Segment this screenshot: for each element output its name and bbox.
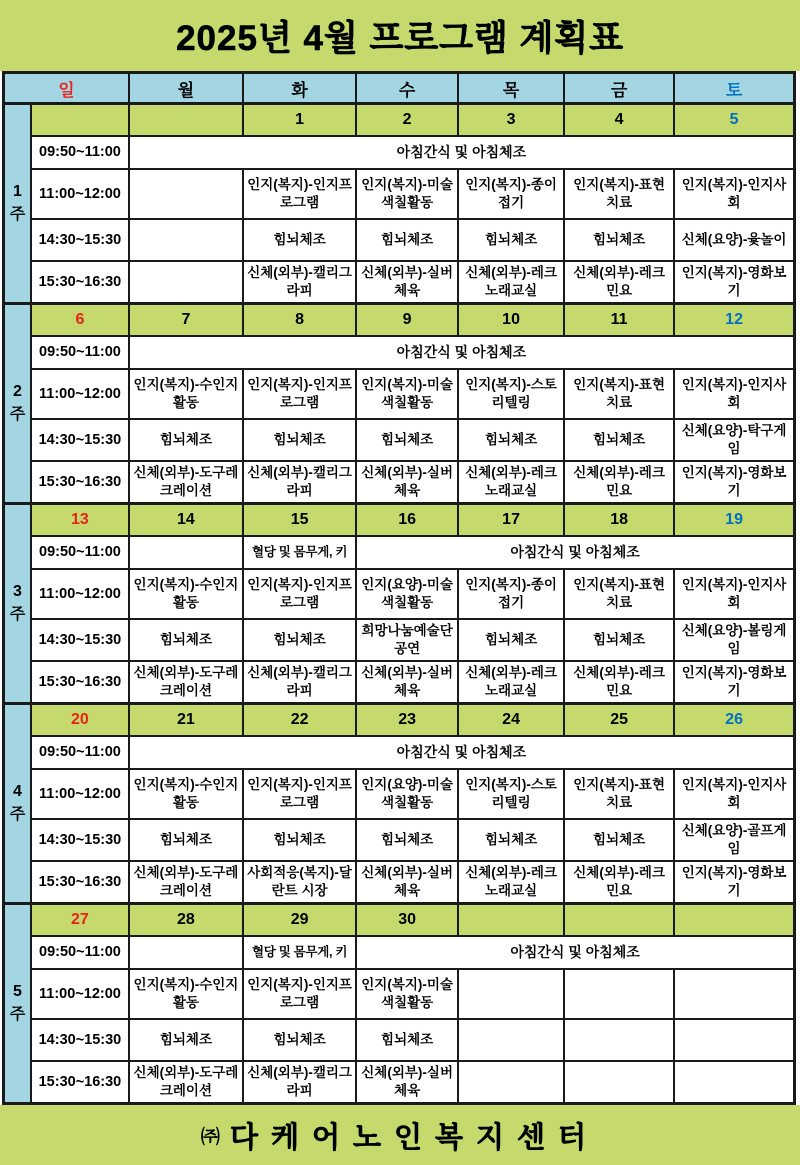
date-cell: 28 <box>129 904 243 936</box>
program-cell <box>129 219 243 261</box>
day-header-wednesday: 수 <box>356 73 458 104</box>
date-cell: 7 <box>129 304 243 336</box>
week-label: 3주 <box>4 504 32 704</box>
program-cell: 인지(복지)-표현치료 <box>564 369 674 419</box>
program-row <box>4 769 795 819</box>
day-header-monday: 월 <box>129 73 243 104</box>
time-cell: 14:30~15:30 <box>31 619 129 661</box>
program-cell <box>458 969 564 1019</box>
date-cell: 14 <box>129 504 243 536</box>
program-cell <box>564 1061 674 1104</box>
day-header-sunday: 일 <box>4 73 129 104</box>
program-cell: 힘뇌체조 <box>458 219 564 261</box>
time-cell: 09:50~11:00 <box>31 136 129 169</box>
program-cell: 인지(복지)-인지사회 <box>674 169 794 219</box>
program-row <box>4 1019 795 1061</box>
time-cell: 11:00~12:00 <box>31 969 129 1019</box>
program-cell <box>674 969 794 1019</box>
date-cell: 1 <box>243 104 356 136</box>
date-cell: 27 <box>31 904 129 936</box>
program-row <box>4 661 795 704</box>
day-header-row <box>4 73 795 104</box>
date-cell: 15 <box>243 504 356 536</box>
program-cell: 신체(외부)-레크노래교실 <box>458 461 564 504</box>
date-cell: 5 <box>674 104 794 136</box>
program-cell: 힘뇌체조 <box>356 1019 458 1061</box>
time-cell: 15:30~16:30 <box>31 861 129 904</box>
program-cell <box>129 169 243 219</box>
date-cell: 29 <box>243 904 356 936</box>
program-cell: 인지(복지)-미술색칠활동 <box>356 369 458 419</box>
time-cell: 09:50~11:00 <box>31 736 129 769</box>
date-row <box>4 504 795 536</box>
date-cell: 4 <box>564 104 674 136</box>
date-cell: 12 <box>674 304 794 336</box>
date-row <box>4 304 795 336</box>
program-cell: 신체(외부)-캘리그라피 <box>243 1061 356 1104</box>
week-block-4 <box>4 704 795 904</box>
morning-row <box>4 736 795 769</box>
date-cell: 23 <box>356 704 458 736</box>
date-cell: 30 <box>356 904 458 936</box>
program-cell: 힘뇌체조 <box>458 819 564 861</box>
program-cell: 신체(외부)-도구레크레이션 <box>129 461 243 504</box>
program-row <box>4 569 795 619</box>
program-cell: 인지(복지)-미술색칠활동 <box>356 969 458 1019</box>
program-cell: 힘뇌체조 <box>356 219 458 261</box>
program-cell: 힘뇌체조 <box>129 419 243 461</box>
program-cell: 힘뇌체조 <box>129 819 243 861</box>
program-cell-empty <box>129 936 243 969</box>
date-cell <box>564 904 674 936</box>
date-cell <box>31 104 129 136</box>
program-cell: 신체(외부)-레크노래교실 <box>458 861 564 904</box>
page-title: 2025년 4월 프로그램 계획표 <box>176 18 624 58</box>
program-cell: 인지(복지)-인지사회 <box>674 369 794 419</box>
program-cell: 인지(복지)-수인지활동 <box>129 969 243 1019</box>
week-label: 5주 <box>4 904 32 1104</box>
program-cell: 힘뇌체조 <box>243 619 356 661</box>
date-cell <box>674 904 794 936</box>
program-row <box>4 219 795 261</box>
program-cell <box>564 969 674 1019</box>
program-cell: 인지(복지)-종이접기 <box>458 569 564 619</box>
program-cell: 사회적응(복지)-달란트 시장 <box>243 861 356 904</box>
time-cell: 15:30~16:30 <box>31 661 129 704</box>
program-cell: 인지(복지)-스토리텔링 <box>458 769 564 819</box>
program-cell: 인지(복지)-표현치료 <box>564 169 674 219</box>
time-cell: 09:50~11:00 <box>31 336 129 369</box>
week-block-1 <box>4 104 795 304</box>
date-cell: 22 <box>243 704 356 736</box>
program-cell: 힘뇌체조 <box>243 819 356 861</box>
program-row <box>4 1061 795 1104</box>
health-check-cell: 혈당 및 몸무게, 키 <box>243 936 356 969</box>
date-cell: 3 <box>458 104 564 136</box>
program-cell: 인지(복지)-인지프로그램 <box>243 969 356 1019</box>
program-row <box>4 969 795 1019</box>
time-cell: 11:00~12:00 <box>31 569 129 619</box>
program-cell: 힘뇌체조 <box>564 819 674 861</box>
week-block-3 <box>4 504 795 704</box>
morning-row <box>4 136 795 169</box>
week-label: 2주 <box>4 304 32 504</box>
day-header-thursday: 목 <box>458 73 564 104</box>
date-cell: 9 <box>356 304 458 336</box>
program-cell <box>674 1061 794 1104</box>
date-cell: 13 <box>31 504 129 536</box>
program-cell: 힘뇌체조 <box>243 1019 356 1061</box>
week-block-5 <box>4 904 795 1104</box>
title-bar <box>0 0 800 71</box>
program-cell: 신체(요양)-볼링게임 <box>674 619 794 661</box>
morning-row <box>4 936 795 969</box>
program-cell: 신체(외부)-레크민요 <box>564 661 674 704</box>
company-prefix: ㈜ <box>200 1126 220 1148</box>
program-cell: 신체(외부)-레크민요 <box>564 261 674 304</box>
program-cell: 신체(외부)-레크민요 <box>564 461 674 504</box>
program-cell: 신체(외부)-레크노래교실 <box>458 261 564 304</box>
program-cell <box>129 261 243 304</box>
program-cell: 인지(복지)-영화보기 <box>674 461 794 504</box>
program-cell: 인지(복지)-인지프로그램 <box>243 169 356 219</box>
program-cell: 힘뇌체조 <box>243 419 356 461</box>
footer-bar <box>0 1105 800 1165</box>
program-cell: 신체(외부)-레크민요 <box>564 861 674 904</box>
date-cell: 10 <box>458 304 564 336</box>
date-row <box>4 104 795 136</box>
date-cell: 18 <box>564 504 674 536</box>
program-cell: 신체(외부)-캘리그라피 <box>243 661 356 704</box>
program-cell <box>458 1061 564 1104</box>
morning-exercise-cell: 아침간식 및 아침체조 <box>356 936 794 969</box>
day-header-saturday: 토 <box>674 73 794 104</box>
program-cell: 인지(복지)-인지프로그램 <box>243 769 356 819</box>
program-row <box>4 169 795 219</box>
program-cell <box>674 1019 794 1061</box>
program-cell: 힘뇌체조 <box>129 1019 243 1061</box>
program-cell <box>458 1019 564 1061</box>
program-cell: 신체(요양)-윷놀이 <box>674 219 794 261</box>
time-cell: 14:30~15:30 <box>31 419 129 461</box>
date-cell: 16 <box>356 504 458 536</box>
day-header-tuesday: 화 <box>243 73 356 104</box>
program-row <box>4 261 795 304</box>
program-cell: 힘뇌체조 <box>458 419 564 461</box>
program-cell: 신체(외부)-캘리그라피 <box>243 461 356 504</box>
program-cell: 신체(외부)-실버체육 <box>356 661 458 704</box>
morning-exercise-cell: 아침간식 및 아침체조 <box>129 336 795 369</box>
program-cell: 인지(복지)-표현치료 <box>564 769 674 819</box>
date-cell: 11 <box>564 304 674 336</box>
schedule-table <box>2 71 796 1105</box>
program-cell: 신체(외부)-도구레크레이션 <box>129 1061 243 1104</box>
date-cell: 17 <box>458 504 564 536</box>
program-cell: 힘뇌체조 <box>564 619 674 661</box>
program-cell: 힘뇌체조 <box>564 219 674 261</box>
company-name: 다케어노인복지센터 <box>229 1121 600 1154</box>
program-cell-empty <box>129 536 243 569</box>
program-cell: 신체(외부)-캘리그라피 <box>243 261 356 304</box>
program-row <box>4 861 795 904</box>
time-cell: 14:30~15:30 <box>31 819 129 861</box>
program-cell: 인지(복지)-영화보기 <box>674 261 794 304</box>
program-cell: 인지(복지)-인지프로그램 <box>243 569 356 619</box>
program-cell: 인지(복지)-영화보기 <box>674 661 794 704</box>
program-cell: 인지(복지)-영화보기 <box>674 861 794 904</box>
time-cell: 11:00~12:00 <box>31 769 129 819</box>
program-row <box>4 419 795 461</box>
date-cell: 26 <box>674 704 794 736</box>
program-cell: 신체(요양)-탁구게임 <box>674 419 794 461</box>
morning-exercise-cell: 아침간식 및 아침체조 <box>129 136 795 169</box>
date-cell: 24 <box>458 704 564 736</box>
program-cell: 인지(요양)-미술색칠활동 <box>356 769 458 819</box>
program-cell: 인지(복지)-미술색칠활동 <box>356 169 458 219</box>
program-cell: 인지(복지)-수인지활동 <box>129 769 243 819</box>
day-header-friday: 금 <box>564 73 674 104</box>
date-row <box>4 904 795 936</box>
date-cell: 6 <box>31 304 129 336</box>
program-cell: 신체(외부)-레크노래교실 <box>458 661 564 704</box>
morning-row <box>4 536 795 569</box>
program-row <box>4 819 795 861</box>
program-cell: 힘뇌체조 <box>129 619 243 661</box>
program-cell: 신체(외부)-실버체육 <box>356 461 458 504</box>
program-cell: 힘뇌체조 <box>356 819 458 861</box>
week-label: 4주 <box>4 704 32 904</box>
time-cell: 14:30~15:30 <box>31 219 129 261</box>
date-row <box>4 704 795 736</box>
program-cell: 힘뇌체조 <box>356 419 458 461</box>
time-cell: 15:30~16:30 <box>31 261 129 304</box>
week-label: 1주 <box>4 104 32 304</box>
time-cell: 09:50~11:00 <box>31 536 129 569</box>
program-row <box>4 461 795 504</box>
program-cell: 신체(외부)-도구레크레이션 <box>129 661 243 704</box>
program-cell: 인지(복지)-인지사회 <box>674 769 794 819</box>
program-row <box>4 369 795 419</box>
time-cell: 11:00~12:00 <box>31 369 129 419</box>
date-cell <box>129 104 243 136</box>
program-cell: 희망나눔예술단 공연 <box>356 619 458 661</box>
time-cell: 15:30~16:30 <box>31 461 129 504</box>
program-cell: 인지(복지)-스토리텔링 <box>458 369 564 419</box>
program-cell: 인지(요양)-미술색칠활동 <box>356 569 458 619</box>
program-cell: 신체(외부)-실버체육 <box>356 1061 458 1104</box>
date-cell <box>458 904 564 936</box>
date-cell: 20 <box>31 704 129 736</box>
program-cell: 인지(복지)-인지사회 <box>674 569 794 619</box>
program-cell: 인지(복지)-종이접기 <box>458 169 564 219</box>
program-cell: 힘뇌체조 <box>243 219 356 261</box>
time-cell: 14:30~15:30 <box>31 1019 129 1061</box>
date-cell: 19 <box>674 504 794 536</box>
program-cell: 인지(복지)-수인지활동 <box>129 369 243 419</box>
morning-exercise-cell: 아침간식 및 아침체조 <box>129 736 795 769</box>
time-cell: 15:30~16:30 <box>31 1061 129 1104</box>
time-cell: 09:50~11:00 <box>31 936 129 969</box>
date-cell: 8 <box>243 304 356 336</box>
time-cell: 11:00~12:00 <box>31 169 129 219</box>
program-cell <box>564 1019 674 1061</box>
morning-exercise-cell: 아침간식 및 아침체조 <box>356 536 794 569</box>
morning-row <box>4 336 795 369</box>
program-cell: 신체(요양)-골프게임 <box>674 819 794 861</box>
program-cell: 신체(외부)-실버체육 <box>356 261 458 304</box>
program-cell: 힘뇌체조 <box>458 619 564 661</box>
program-cell: 신체(외부)-실버체육 <box>356 861 458 904</box>
program-row <box>4 619 795 661</box>
date-cell: 21 <box>129 704 243 736</box>
program-cell: 힘뇌체조 <box>564 419 674 461</box>
date-cell: 2 <box>356 104 458 136</box>
date-cell: 25 <box>564 704 674 736</box>
health-check-cell: 혈당 및 몸무게, 키 <box>243 536 356 569</box>
program-cell: 인지(복지)-수인지활동 <box>129 569 243 619</box>
program-cell: 인지(복지)-표현치료 <box>564 569 674 619</box>
program-cell: 인지(복지)-인지프로그램 <box>243 369 356 419</box>
week-block-2 <box>4 304 795 504</box>
program-cell: 신체(외부)-도구레크레이션 <box>129 861 243 904</box>
